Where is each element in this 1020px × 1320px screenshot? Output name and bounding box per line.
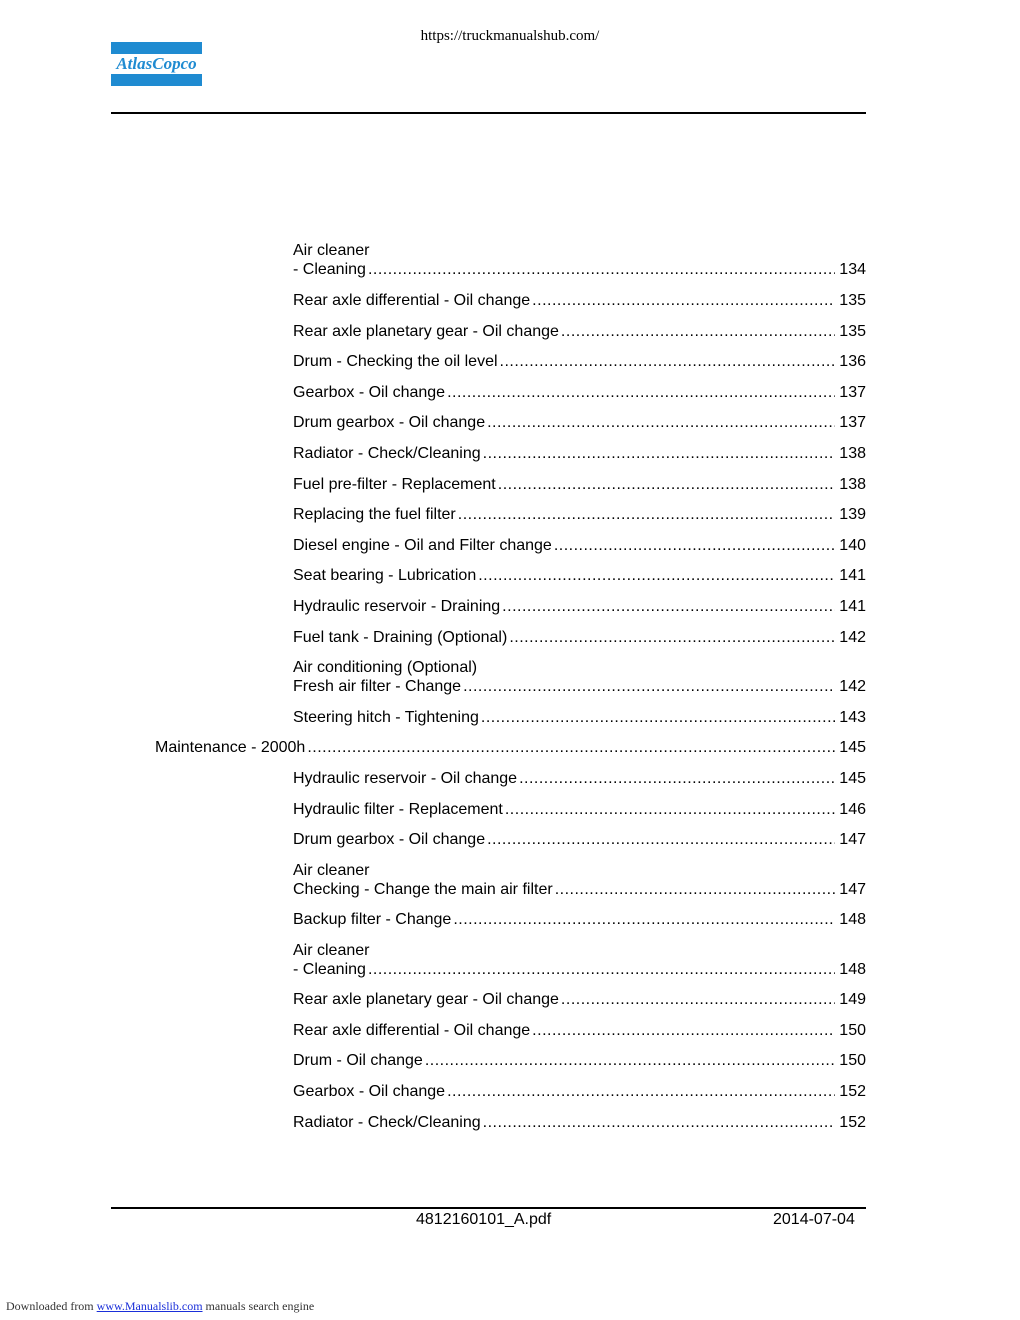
toc-entry-page: 146	[839, 801, 866, 818]
toc-entry-title: Rear axle differential - Oil change	[293, 1022, 531, 1039]
toc-entry-title: Backup filter - Change	[293, 911, 452, 928]
toc-entry[interactable]	[293, 990, 866, 1009]
toc-dot-leader	[425, 1051, 835, 1070]
toc-entry-title: Rear axle planetary gear - Oil change	[293, 991, 559, 1008]
toc-entry-row	[293, 708, 866, 727]
toc-entry-title: Gearbox - Oil change	[293, 384, 446, 401]
toc-entry-page: 138	[839, 445, 866, 462]
toc-entry-title: Drum - Checking the oil level	[293, 353, 498, 370]
toc-dot-leader	[478, 566, 835, 585]
toc-entry-row	[293, 628, 866, 647]
toc-entry[interactable]	[293, 413, 866, 432]
toc-entry-page: 135	[839, 323, 866, 340]
toc-entry-row	[293, 413, 866, 432]
toc-dot-leader	[483, 1113, 836, 1132]
logo-text: AtlasCopco	[116, 54, 197, 73]
toc-entry-page: 147	[839, 881, 866, 898]
toc-entry-page: 139	[839, 506, 866, 523]
toc-entry-page: 141	[839, 598, 866, 615]
toc-entry-page: 137	[839, 414, 866, 431]
toc-entry-page: 149	[839, 991, 866, 1008]
toc-dot-leader	[447, 383, 835, 402]
toc-entry-page: 136	[839, 353, 866, 370]
download-suffix: manuals search engine	[205, 1299, 315, 1313]
toc-entry-heading: Air conditioning (Optional)	[293, 659, 478, 676]
toc-entry-title: - Cleaning	[293, 961, 366, 978]
toc-entry[interactable]	[293, 1113, 866, 1132]
toc-entry-title: Drum - Oil change	[293, 1052, 423, 1069]
toc-entry-row	[293, 830, 866, 849]
toc-entry-title: Hydraulic reservoir - Draining	[293, 598, 501, 615]
toc-entry-row	[293, 322, 866, 341]
toc-entry-page: 141	[839, 567, 866, 584]
toc-entry[interactable]	[293, 475, 866, 494]
toc-entry-page: 148	[839, 911, 866, 928]
manualslib-link[interactable]: www.Manualslib.com	[96, 1299, 203, 1313]
toc-entry[interactable]	[293, 800, 866, 819]
toc-entry-page: 150	[839, 1052, 866, 1069]
toc-entry[interactable]	[293, 566, 866, 585]
toc-entry[interactable]	[293, 1051, 866, 1070]
toc-entry-row	[293, 1021, 866, 1040]
toc-entry-row	[293, 352, 866, 371]
toc-entry-page: 147	[839, 831, 866, 848]
toc-entry-row	[293, 383, 866, 402]
toc-dot-leader	[458, 505, 836, 524]
toc-entry-title: Fuel pre-filter - Replacement	[293, 476, 496, 493]
toc-entry-row	[293, 597, 866, 616]
toc-entry-title: Replacing the fuel filter	[293, 506, 456, 523]
toc-entry-title: Drum gearbox - Oil change	[293, 831, 486, 848]
toc-dot-leader	[561, 990, 835, 1009]
toc-entry[interactable]	[293, 769, 866, 788]
toc-entry-row	[293, 566, 866, 585]
toc-dot-leader	[368, 260, 835, 279]
toc-entry-row	[293, 1051, 866, 1070]
toc-entry-row	[293, 910, 866, 929]
source-url: https://truckmanualshub.com/	[420, 28, 600, 44]
toc-entry[interactable]	[293, 505, 866, 524]
toc-entry-page: 145	[839, 739, 866, 756]
toc-entry-heading: Air cleaner	[293, 862, 370, 879]
toc-entry-page: 135	[839, 292, 866, 309]
toc-entry-heading: Air cleaner	[293, 242, 370, 259]
toc-dot-leader	[532, 1021, 835, 1040]
toc-entry[interactable]	[293, 444, 866, 463]
toc-entry-row	[293, 800, 866, 819]
toc-entry-row	[293, 291, 866, 310]
footer-date: 2014-07-04	[773, 1211, 855, 1228]
toc-entry-page: 152	[839, 1114, 866, 1131]
download-notice	[6, 1299, 314, 1314]
toc-entry-row	[293, 475, 866, 494]
toc-entry-title: Seat bearing - Lubrication	[293, 567, 477, 584]
toc-entry[interactable]	[293, 1082, 866, 1101]
toc-entry-page: 145	[839, 770, 866, 787]
toc-entry-page: 140	[839, 537, 866, 554]
toc-dot-leader	[307, 738, 835, 757]
toc-entry-row	[293, 769, 866, 788]
toc-dot-leader	[453, 910, 835, 929]
toc-dot-leader	[509, 628, 835, 647]
toc-entry-page: 150	[839, 1022, 866, 1039]
toc-entry-title: Fresh air filter - Change	[293, 678, 462, 695]
toc-entry-title: Steering hitch - Tightening	[293, 709, 479, 726]
toc-entry[interactable]	[293, 861, 866, 899]
toc-entry-page: 137	[839, 384, 866, 401]
atlas-copco-logo	[111, 42, 202, 86]
toc-entry-row	[293, 990, 866, 1009]
toc-entry[interactable]	[293, 708, 866, 727]
toc-entry-row	[293, 880, 866, 899]
toc-dot-leader	[483, 444, 836, 463]
toc-entry[interactable]	[293, 597, 866, 616]
toc-dot-leader	[554, 536, 835, 555]
toc-entry-title: Drum gearbox - Oil change	[293, 414, 486, 431]
toc-entry[interactable]	[293, 352, 866, 371]
toc-entry-page: 138	[839, 476, 866, 493]
toc-dot-leader	[561, 322, 835, 341]
toc-entry[interactable]	[293, 628, 866, 647]
toc-entry-row	[293, 960, 866, 979]
toc-entry[interactable]	[293, 830, 866, 849]
toc-dot-leader	[532, 291, 835, 310]
toc-entry-row	[293, 260, 866, 279]
toc-entry[interactable]	[293, 910, 866, 929]
toc-dot-leader	[463, 677, 835, 696]
toc-entry-row	[293, 536, 866, 555]
download-prefix: Downloaded from	[6, 1299, 94, 1313]
toc-entry-title: Checking - Change the main air filter	[293, 881, 553, 898]
toc-entry-title: Maintenance - 2000h	[155, 739, 306, 756]
toc-dot-leader	[447, 1082, 835, 1101]
toc-entry[interactable]	[293, 1021, 866, 1040]
toc-dot-leader	[368, 960, 835, 979]
toc-entry[interactable]	[293, 536, 866, 555]
toc-entry-title: Hydraulic reservoir - Oil change	[293, 770, 518, 787]
toc-entry-page: 142	[839, 629, 866, 646]
toc-entry-row	[293, 677, 866, 696]
toc-entry-title: - Cleaning	[293, 261, 366, 278]
toc-entry-row	[293, 505, 866, 524]
toc-entry-title: Rear axle differential - Oil change	[293, 292, 531, 309]
toc-entry-title: Radiator - Check/Cleaning	[293, 445, 481, 462]
toc-entry[interactable]	[293, 658, 866, 696]
toc-dot-leader	[502, 597, 835, 616]
toc-dot-leader	[481, 708, 835, 727]
header-rule	[111, 112, 866, 114]
toc-entry-row	[293, 444, 866, 463]
toc-entry[interactable]	[293, 322, 866, 341]
toc-entry-title: Fuel tank - Draining (Optional)	[293, 629, 508, 646]
footer-rule	[111, 1207, 866, 1209]
toc-dot-leader	[498, 475, 836, 494]
toc-entry-title: Rear axle planetary gear - Oil change	[293, 323, 559, 340]
toc-entry[interactable]	[293, 941, 866, 979]
toc-dot-leader	[505, 800, 835, 819]
toc-entry-row	[293, 1082, 866, 1101]
toc-entry-page: 148	[839, 961, 866, 978]
toc-entry-page: 134	[839, 261, 866, 278]
toc-entry[interactable]	[293, 291, 866, 310]
toc-entry[interactable]	[293, 241, 866, 279]
toc-entry-heading: Air cleaner	[293, 942, 370, 959]
toc-entry-title: Hydraulic filter - Replacement	[293, 801, 503, 818]
toc-entry-row	[293, 1113, 866, 1132]
toc-dot-leader	[500, 352, 836, 371]
toc-dot-leader	[555, 880, 836, 899]
toc-entry-page: 142	[839, 678, 866, 695]
toc-entry-title: Radiator - Check/Cleaning	[293, 1114, 481, 1131]
toc-entry-page: 152	[839, 1083, 866, 1100]
toc-entry-page: 143	[839, 709, 866, 726]
toc-entry-row	[155, 738, 866, 757]
toc-dot-leader	[487, 413, 835, 432]
footer-filename: 4812160101_A.pdf	[416, 1211, 552, 1228]
toc-dot-leader	[487, 830, 835, 849]
toc-dot-leader	[519, 769, 835, 788]
toc-entry[interactable]	[155, 738, 866, 757]
toc-entry-title: Gearbox - Oil change	[293, 1083, 446, 1100]
toc-entry-title: Diesel engine - Oil and Filter change	[293, 537, 552, 554]
toc-entry[interactable]	[293, 383, 866, 402]
